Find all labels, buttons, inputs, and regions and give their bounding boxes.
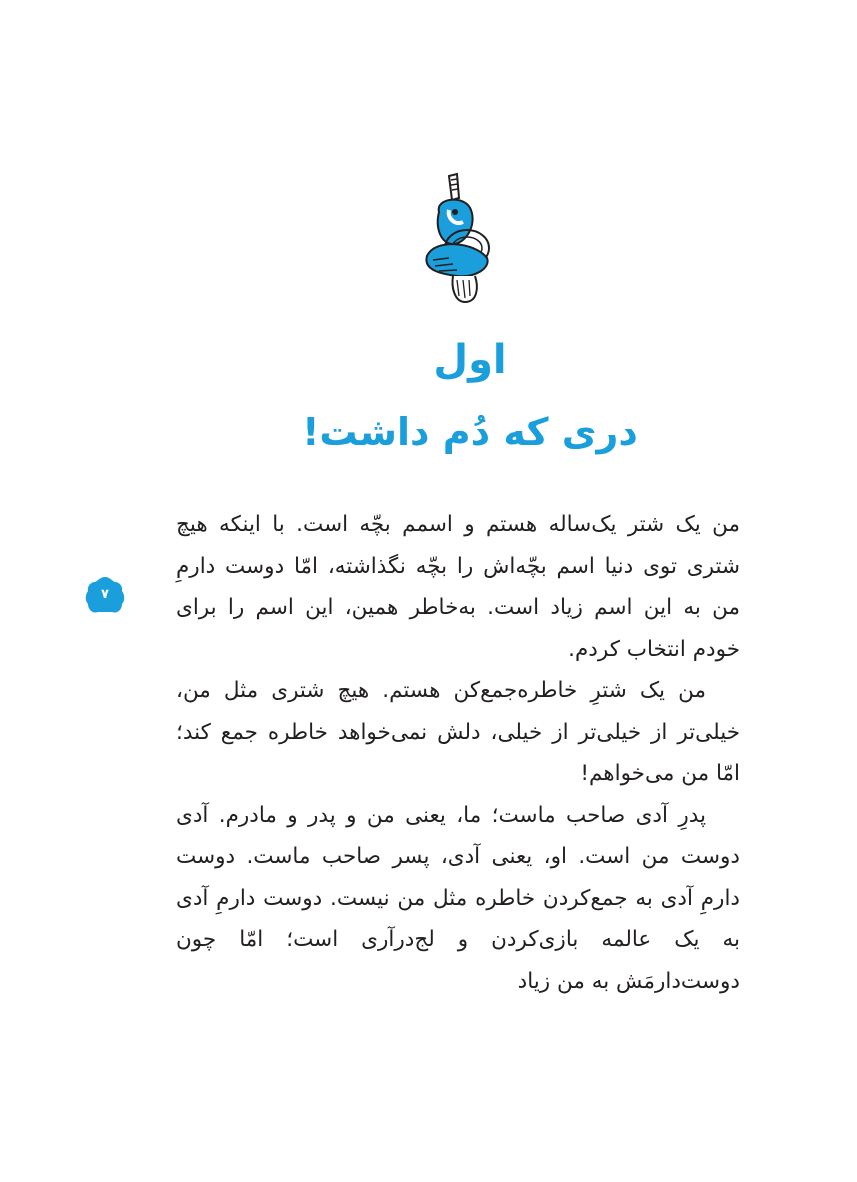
chapter-number: اول: [433, 337, 507, 383]
page-number: ۷: [101, 587, 109, 602]
paragraph: من یک شترِ خاطره‌جمع‌کن هستم. هیچ شتری مثل من، خیلی‌تر از خیلی‌تر از خیلی، دلش نمی‌خواهد خاطره جمع کند؛ امّا من می‌خواهم!: [176, 678, 740, 786]
chapter-body: [176, 504, 740, 1002]
paragraph: من یک شتر یک‌ساله هستم و اسمم بچّه است. با اینکه هیچ شتری توی دنیا اسم بچّه‌اش را بچّه نگذاشته، امّا دوست دارمِ من به این اسم زیاد است. به‌خاطر همین، این اسم را برای خودم انتخاب کردم.: [176, 512, 740, 662]
camel-sketch-icon: [405, 168, 505, 313]
chapter-title: دری که دُم داشت!: [302, 410, 638, 454]
paragraph: پدرِ آدی صاحب ماست؛ ما، یعنی من و پدر و مادرم. آدی دوست من است. او، یعنی آدی، پسر صاحب ماست. دوست دارمِ آدی به جمع‌کردن خاطره مثل من نیست. دوست دارمِ آدی به یک عالمه بازی‌کردن و لج‌درآری است؛ امّا چون دوست‌دارمَش به من زیاد: [176, 802, 740, 994]
